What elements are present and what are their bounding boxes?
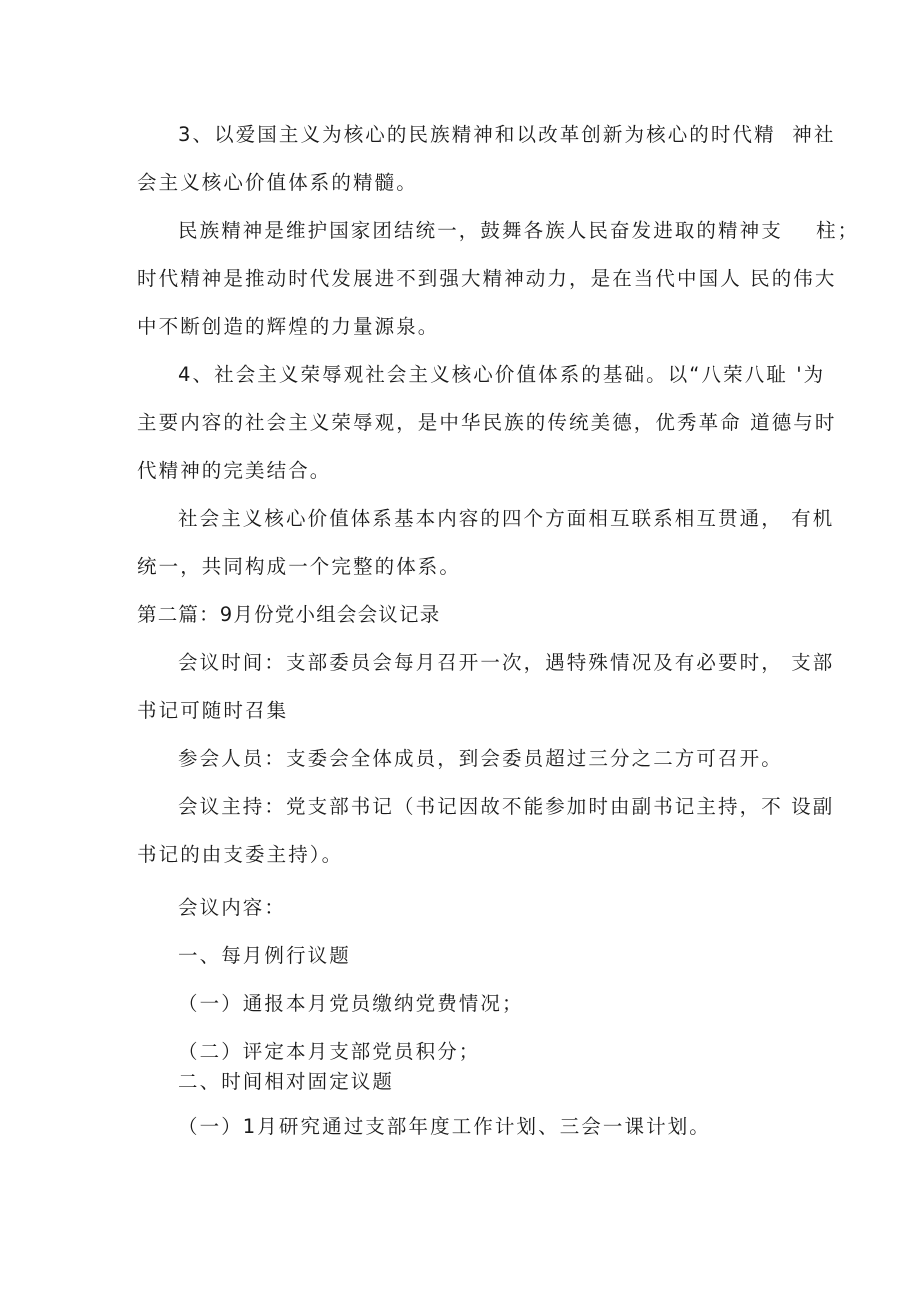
section-heading: 第二篇：9月份党小组会会议记录 [137, 603, 441, 626]
host-line: 会议主持：党支部书记（书记因故不能参加时由副书记主持，不 设副 [178, 795, 835, 818]
host-line: 书记的由支委主持）。 [137, 843, 344, 866]
paragraph-line: 代精神的完美结合。 [137, 459, 332, 482]
content-label: 会议内容： [178, 896, 287, 919]
topic-title: 二、时间相对固定议题 [178, 1070, 395, 1093]
paragraph-line: 时代精神是推动时代发展进不到强大精神动力，是在当代中国人 民的伟大 [137, 267, 837, 290]
topic-item: （一）通报本月党员缴纳党费情况； [178, 992, 524, 1015]
paragraph-line: 社会主义核心价值体系基本内容的四个方面相互联系相互贯通， 有机 [178, 507, 835, 530]
paragraph-line: 中不断创造的辉煌的力量源泉。 [137, 315, 440, 338]
paragraph-line: 民族精神是维护国家团结统一，鼓舞各族人民奋发进取的精神支 柱； [178, 219, 860, 242]
attendees-line: 参会人员：支委会全体成员，到会委员超过三分之二方可召开。 [178, 747, 783, 770]
paragraph-line: 会主义核心价值体系的精髓。 [137, 171, 418, 194]
topic-item: （二）评定本月支部党员积分； [178, 1040, 481, 1063]
topic-title: 一、每月例行议题 [178, 944, 351, 967]
topic-item: （一）1月研究通过支部年度工作计划、三会一课计划。 [178, 1115, 711, 1138]
meeting-time-line: 会议时间：支部委员会每月召开一次，遇特殊情况及有必要时， 支部 [178, 651, 835, 674]
meeting-time-line: 书记可随时召集 [137, 699, 289, 722]
paragraph-line: 3、以爱国主义为核心的民族精神和以改革创新为核心的时代精 神社 [178, 123, 836, 146]
paragraph-line: 4、社会主义荣辱观社会主义核心价值体系的基础。以“八荣八耻 '为 [178, 363, 826, 386]
paragraph-line: 统一，共同构成一个完整的体系。 [137, 555, 462, 578]
paragraph-line: 主要内容的社会主义荣辱观，是中华民族的传统美德，优秀革命 道德与时 [137, 411, 837, 434]
